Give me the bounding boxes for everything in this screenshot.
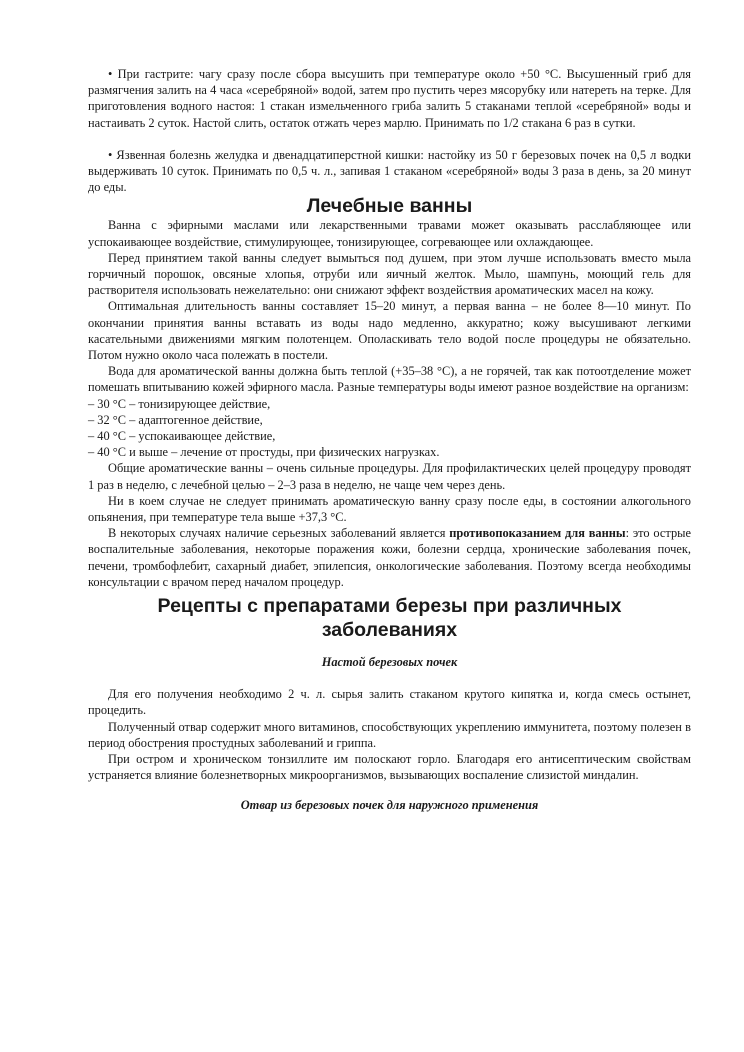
contraindication-list: : это острые воспалительные заболевания, некоторые поражения кожи, болезни сердца, хронические заболевания почек, печени, тромбофлебит, сахарный диабет, эпилепсия, онкологические заболевания. Поэтому всегда необходимы консультации с врачом перед началом процедур. (88, 526, 691, 589)
infusion-paragraph-1: Для его получения необходимо 2 ч. л. сырья залить стаканом крутого кипятка и, когда смесь остынет, процедить. (88, 687, 691, 718)
infusion-paragraph-3: При остром и хроническом тонзиллите им полоскают горло. Благодаря его антисептическим свойствам устраняется влияние болезнетворных микроорганизмов, вызывающих воспаление слизистой миндалин. (88, 751, 691, 783)
birch-heading (88, 594, 691, 642)
baths-heading: Лечебные ванны (306, 195, 473, 218)
baths-paragraph-5: Общие ароматические ванны – очень сильные процедуры. Для профилактических целей процедуру проводят 1 раз в неделю, с лечебной целью – 2–3 раза в неделю, не чаще чем через день. (88, 461, 691, 492)
birch-heading-line-1: Рецепты с препаратами березы при различных (157, 595, 622, 618)
baths-paragraph-7 (88, 525, 691, 590)
ulcer-bullet: • Язвенная болезнь желудка и двенадцатиперстной кишки: настойку из 50 г березовых почек на 0,5 л водки выдерживать 10 суток. Принимать по 0,5 ч. л., запивая 1 стаканом «серебряной» воды 3 раза в день, за 20 минут до еды. (88, 147, 691, 195)
temperature-item: – 32 °С – адаптогенное действие, (88, 412, 263, 427)
baths-paragraph-1: Ванна с эфирными маслами или лекарственными травами может оказывать расслабляющее или успокаивающее воздействие, стимулирующее, тонизирующее, согревающее или охлаждающее. (88, 218, 691, 249)
baths-paragraph-6: Ни в коем случае не следует принимать ароматическую ванну сразу после еды, в состоянии алкогольного опьянения, при температуре тела выше +37,3 °С. (88, 493, 691, 525)
contraindication-term: противопоказанием для ванны (449, 526, 626, 541)
baths-paragraph-2: Перед принятием такой ванны следует вымыться под душем, при этом лучше использовать вместо мыла горчичный порошок, овсяные хлопья, отруби или яичный желток. Мыло, шампунь, моющий гель для растворителя использовать нежелательно: они снижают эффект воздействия ароматических масел на кожу. (88, 250, 691, 298)
gastritis-bullet: • При гастрите: чагу сразу после сбора высушить при температуре около +50 °С. Высушенный гриб для размягчения залить на 4 часа «серебряной» водой, затем про пустить через мясорубку или натереть на терке. Для приготовления водного настоя: 1 стакан измельченного гриба залить 5 стаканами теплой «серебряной» воды и настаивать 2 суток. Настой слить, остаток отжать через марлю. Принимать по 1/2 стакана 6 раз в сутки. (88, 67, 691, 130)
temperature-item: – 30 °С – тонизирующее действие, (88, 396, 271, 411)
infusion-paragraph-2: Полученный отвар содержит много витаминов, способствующих укреплению иммунитета, поэтому полезен в период обострения простудных заболеваний и гриппа. (88, 719, 691, 750)
baths-paragraph-4: Вода для ароматической ванны должна быть теплой (+35–38 °С), а не горячей, так как потоотделение может помешать впитыванию кожей эфирного масла. Разные температуры воды имеют разное воздействие на организм: (88, 364, 691, 395)
decoction-subheading: Отвар из березовых почек для наружного применения (240, 798, 539, 813)
contraindication-intro: В некоторых случаях наличие серьезных заболеваний является (108, 526, 450, 541)
birch-heading-line-2: заболеваниях (321, 619, 458, 642)
temperature-item: – 40 °С – успокаивающее действие, (88, 429, 276, 444)
temperature-item: – 40 °С и выше – лечение от простуды, при физических нагрузках. (88, 445, 440, 460)
infusion-subheading: Настой березовых почек (321, 655, 458, 670)
baths-paragraph-3: Оптимальная длительность ванны составляет 15–20 минут, а первая ванна – не более 8—10 минут. По окончании принятия ванны вставать из воды надо медленно, аккуратно; кожу высушивают легкими касательными движениями мягким полотенцем. Ополаскивать тело водой после процедуры не обязательно. Потом нужно около часа полежать в постели. (88, 299, 691, 363)
document-page (88, 66, 691, 813)
